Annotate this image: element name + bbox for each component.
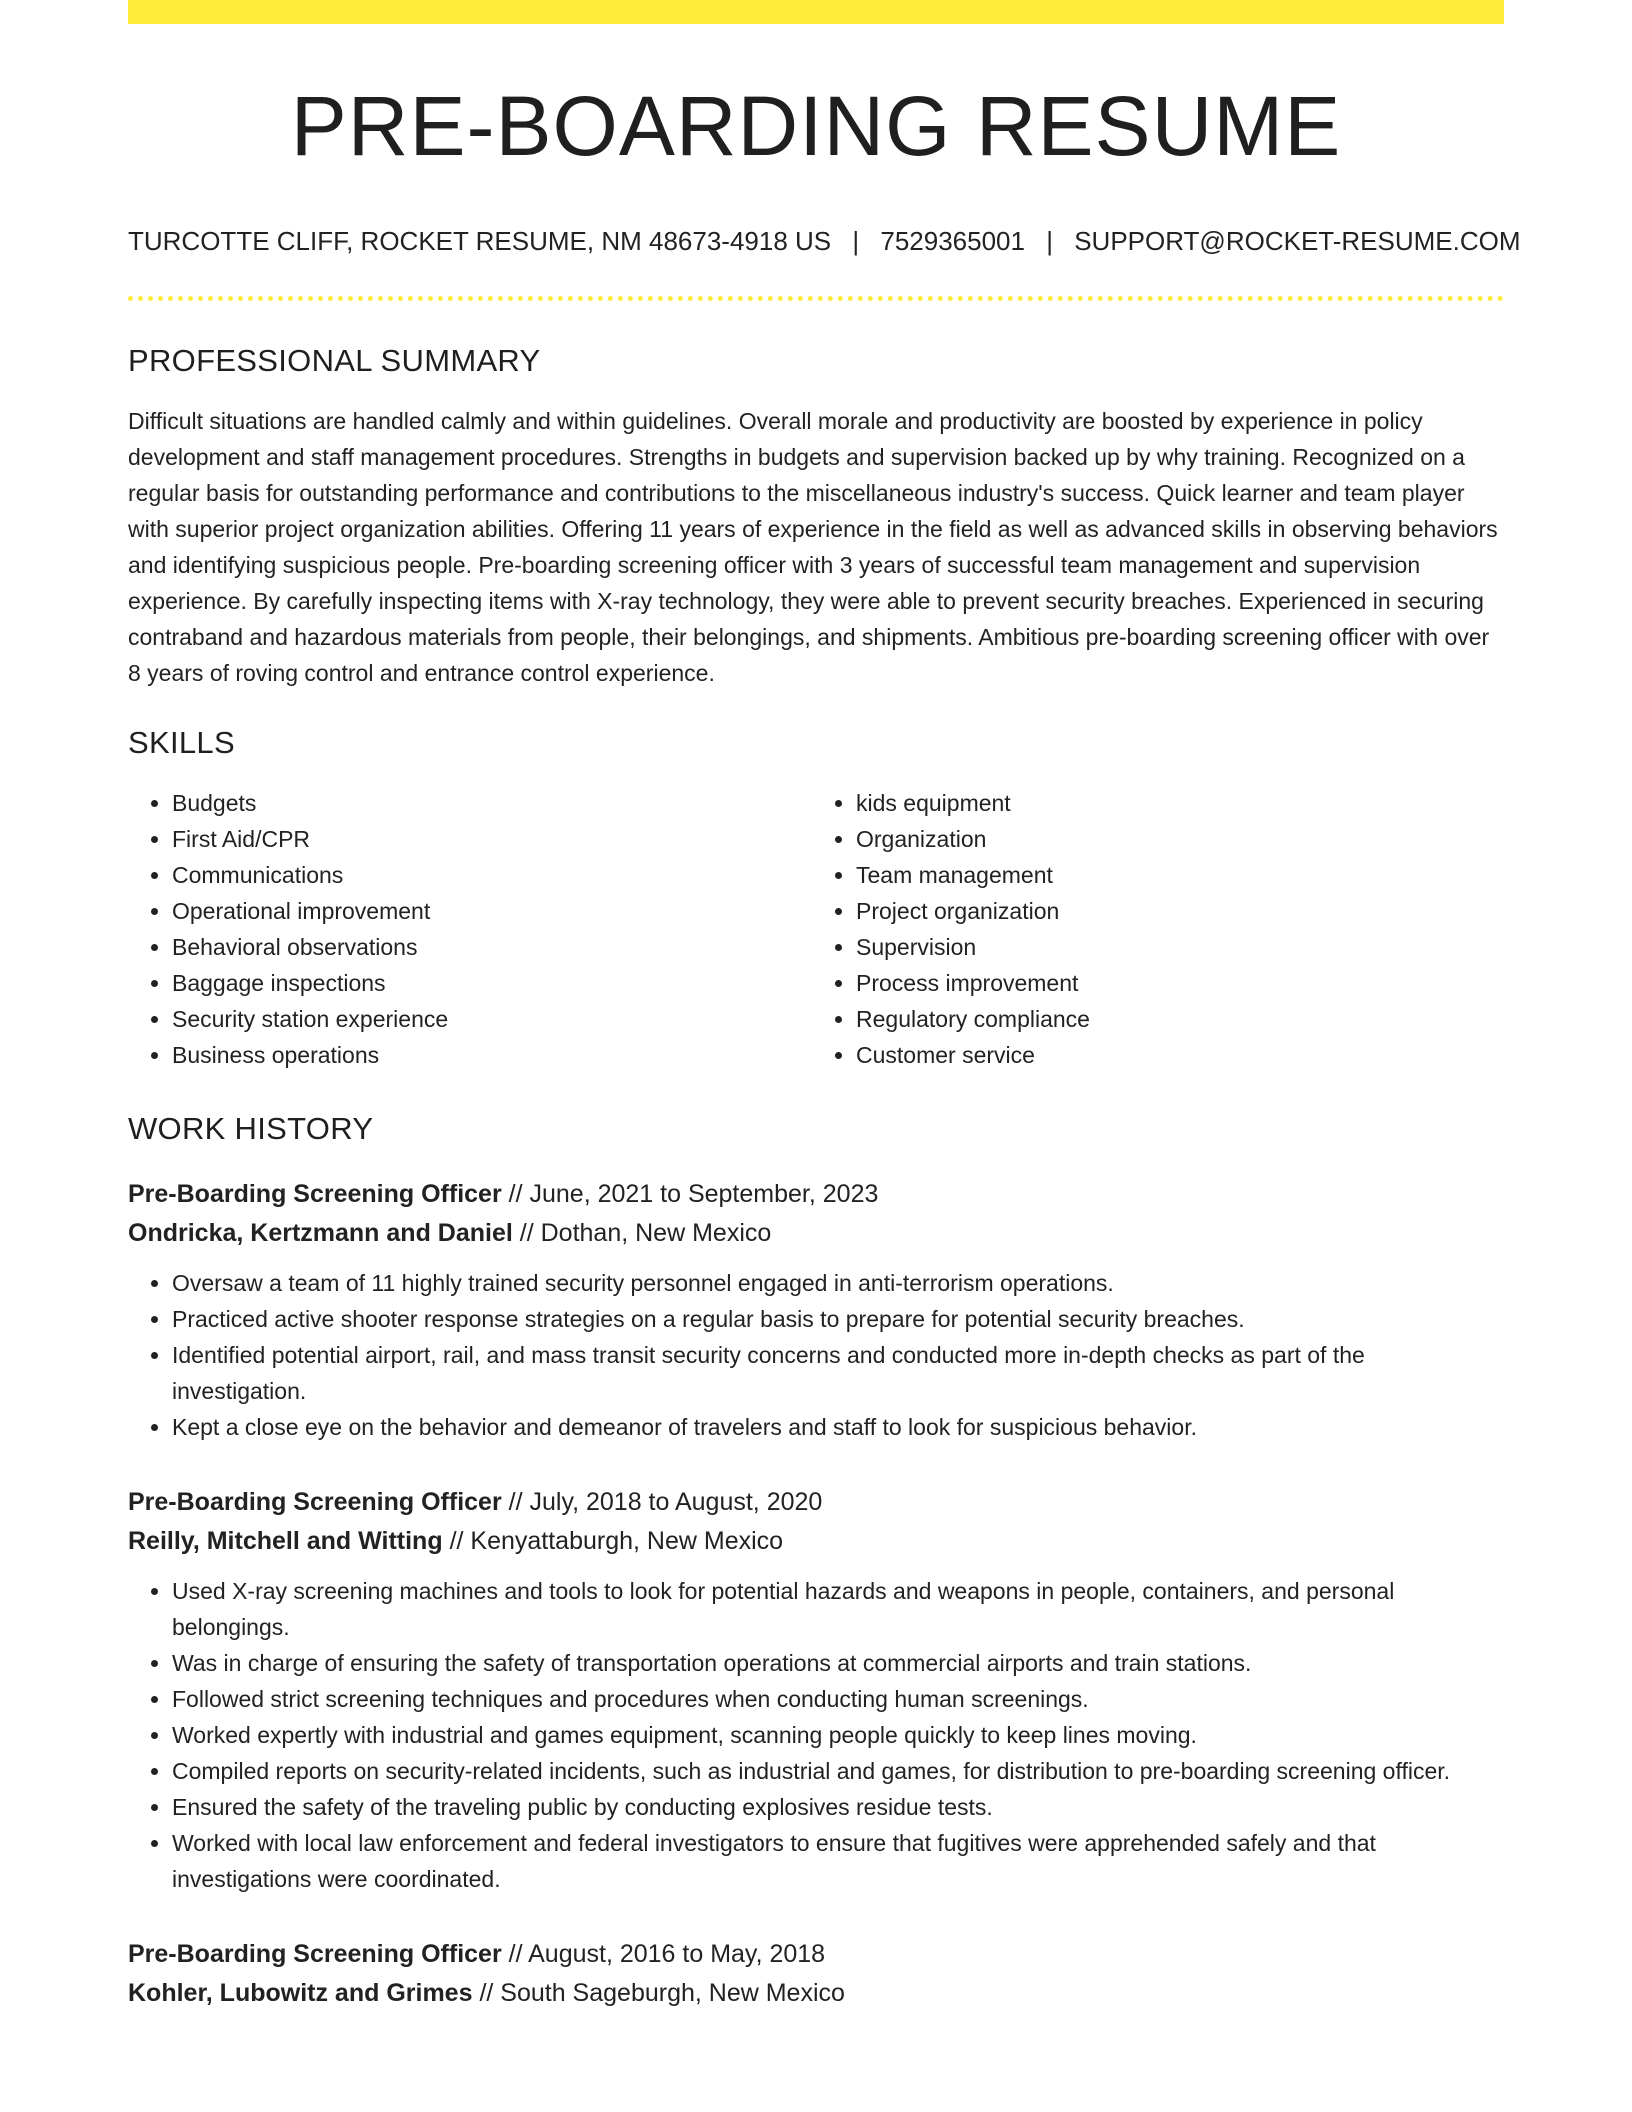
job-company: Reilly, Mitchell and Witting xyxy=(128,1526,443,1555)
job-company-line xyxy=(128,1214,1504,1253)
skill-item: • Supervision xyxy=(856,929,1484,965)
job-company-line xyxy=(128,1522,1504,1561)
contact-separator: | xyxy=(1046,226,1053,257)
job-duties xyxy=(128,1265,1504,1445)
skills-column-right xyxy=(806,785,1484,1073)
job-company: Kohler, Lubowitz and Grimes xyxy=(128,1978,473,2007)
duty-item: • Kept a close eye on the behavior and demeanor of travelers and staff to look for suspicious behavior. xyxy=(172,1409,1504,1445)
duty-item: • Practiced active shooter response strategies on a regular basis to prepare for potential security breaches. xyxy=(172,1301,1504,1337)
skill-item: • Operational improvement xyxy=(172,893,806,929)
job-title: Pre-Boarding Screening Officer xyxy=(128,1179,502,1208)
duty-item: • Compiled reports on security-related incidents, such as industrial and games, for distribution to pre-boarding screening officer. xyxy=(172,1753,1504,1789)
job-location: // Kenyattaburgh, New Mexico xyxy=(449,1526,784,1555)
skill-item: • First Aid/CPR xyxy=(172,821,806,857)
skill-item: • Process improvement xyxy=(856,965,1484,1001)
job-company-line xyxy=(128,1974,1504,2013)
job-duties xyxy=(128,1573,1504,1897)
job-entry xyxy=(128,1175,1504,1445)
job-location: // Dothan, New Mexico xyxy=(519,1218,772,1247)
skills-heading: SKILLS xyxy=(128,724,235,760)
job-company: Ondricka, Kertzmann and Daniel xyxy=(128,1218,513,1247)
job-title: Pre-Boarding Screening Officer xyxy=(128,1487,502,1516)
skills-section xyxy=(128,725,1504,1073)
skill-item: • Project organization xyxy=(856,893,1484,929)
duty-item: • Followed strict screening techniques and procedures when conducting human screenings. xyxy=(172,1681,1504,1717)
duty-item: • Identified potential airport, rail, and mass transit security concerns and conducted more in-depth checks as part of the investigation. xyxy=(172,1337,1504,1409)
skills-grid xyxy=(128,785,1504,1073)
dotted-divider xyxy=(128,296,1504,301)
job-dates: // July, 2018 to August, 2020 xyxy=(508,1487,823,1516)
contact-separator: | xyxy=(852,226,860,257)
duty-item: • Worked with local law enforcement and federal investigators to ensure that fugitives were apprehended safely and that investigations were coordinated. xyxy=(172,1825,1504,1897)
summary-text: Difficult situations are handled calmly and within guidelines. Overall morale and productivity are boosted by experience in policy development and staff management procedures. Strengths in budgets and supervision backed up by why training. Recognized on a regular basis for outstanding performance and contributions to the miscellaneous industry's success. Quick learner and team player with superior project organization abilities. Offering 11 years of experience in the field as well as advanced skills in observing behaviors and identifying suspicious people. Pre-boarding screening officer with 3 years of successful team management and supervision experience. By carefully inspecting items with X-ray technology, they were able to prevent security breaches. Experienced in securing contraband and hazardous materials from people, their belongings, and shipments. Ambitious pre-boarding screening officer with over 8 years of roving control and entrance control experience. xyxy=(128,407,1498,686)
job-dates: // August, 2016 to May, 2018 xyxy=(508,1939,826,1968)
top-accent-bar xyxy=(128,0,1504,24)
resume-title: PRE-BOARDING RESUME xyxy=(290,79,1342,173)
summary-heading: PROFESSIONAL SUMMARY xyxy=(128,342,541,378)
contact-phone: 7529365001 xyxy=(880,226,1025,257)
job-title: Pre-Boarding Screening Officer xyxy=(128,1939,502,1968)
duty-item: • Worked expertly with industrial and games equipment, scanning people quickly to keep lines moving. xyxy=(172,1717,1504,1753)
duty-item: • Oversaw a team of 11 highly trained security personnel engaged in anti-terrorism operations. xyxy=(172,1265,1504,1301)
duty-item: • Was in charge of ensuring the safety of transportation operations at commercial airports and train stations. xyxy=(172,1645,1504,1681)
work-history-section xyxy=(128,1111,1504,2013)
job-location: // South Sageburgh, New Mexico xyxy=(479,1978,845,2007)
skill-item: • Behavioral observations xyxy=(172,929,806,965)
duty-item: • Used X-ray screening machines and tools to look for potential hazards and weapons in people, containers, and personal belongings. xyxy=(172,1573,1504,1645)
contact-line xyxy=(128,226,1521,257)
summary-section xyxy=(128,343,1504,691)
job-title-line xyxy=(128,1175,1504,1214)
contact-email: SUPPORT@ROCKET-RESUME.COM xyxy=(1074,226,1521,257)
skill-item: • kids equipment xyxy=(856,785,1484,821)
resume-page xyxy=(128,0,1521,2013)
skill-item: • Communications xyxy=(172,857,806,893)
skill-item: • Business operations xyxy=(172,1037,806,1073)
skill-item: • Regulatory compliance xyxy=(856,1001,1484,1037)
skill-item: • Budgets xyxy=(172,785,806,821)
skill-item: • Team management xyxy=(856,857,1484,893)
job-entry xyxy=(128,1483,1504,1897)
contact-address: TURCOTTE CLIFF, ROCKET RESUME, NM 48673-4918 US xyxy=(128,226,832,257)
job-dates: // June, 2021 to September, 2023 xyxy=(508,1179,879,1208)
work-history-heading: WORK HISTORY xyxy=(128,1110,374,1146)
skill-item: • Baggage inspections xyxy=(172,965,806,1001)
duty-item: • Ensured the safety of the traveling public by conducting explosives residue tests. xyxy=(172,1789,1504,1825)
skills-column-left xyxy=(128,785,806,1073)
job-entry xyxy=(128,1935,1504,2013)
job-title-line xyxy=(128,1483,1504,1522)
skill-item: • Customer service xyxy=(856,1037,1484,1073)
skill-item: • Security station experience xyxy=(172,1001,806,1037)
job-title-line xyxy=(128,1935,1504,1974)
skill-item: • Organization xyxy=(856,821,1484,857)
